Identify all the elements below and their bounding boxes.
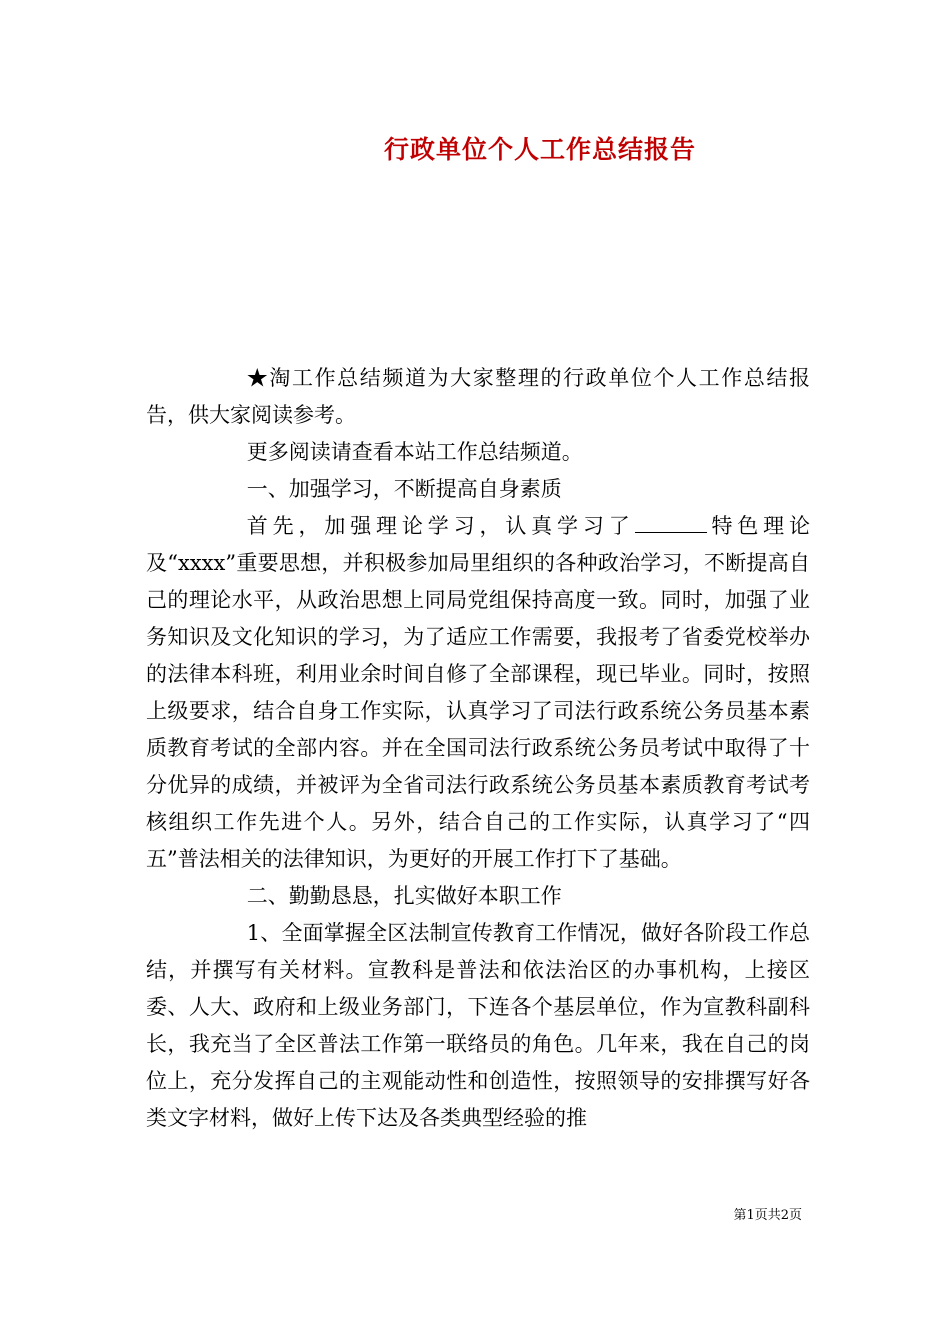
document-title: 行政单位个人工作总结报告 [383, 135, 696, 164]
section-heading-2: 二、勤勤恳恳，扎实做好本职工作 [246, 884, 562, 908]
more-reading-paragraph: 更多阅读请查看本站工作总结频道。 [246, 440, 583, 464]
blank-underline [635, 514, 707, 533]
section-1-text-rest: 特色理论及“xxxx”重要思想，并积极参加局里组织的各种政治学习，不断提高自己的理论水平，从政治思想上同局党组保持高度一致。同时，加强了业务知识及文化知识的学习，为了适应工作需要，我报考了省委党校举办的法律本科班，利用业余时间自修了全部课程，现已毕业。同时，按照上级要求，结合自身工作实际，认真学习了司法行政系统公务员基本素质教育考试的全部内容。并在全国司法行政系统公务员考试中取得了十分优异的成绩，并被评为全省司法行政系统公务员基本素质教育考试考核组织工作先进个人。另外，结合自己的工作实际，认真学习了“四五”普法相关的法律知识，为更好的开展工作打下了基础。 [146, 514, 811, 871]
section-1-text-start: 首先，加强理论学习，认真学习了 [246, 514, 635, 538]
section-1-paragraph [146, 508, 810, 878]
section-heading-1: 一、加强学习，不断提高自身素质 [246, 477, 562, 501]
section-2-paragraph: 1、全面掌握全区法制宣传教育工作情况，做好各阶段工作总结，并撰写有关材料。宣教科是普法和依法治区的办事机构，上接区委、人大、政府和上级业务部门，下连各个基层单位，作为宣教科副科长，我充当了全区普法工作第一联络员的角色。几年来，我在自己的岗位上，充分发挥自己的主观能动性和创造性，按照领导的安排撰写好各类文字材料，做好上传下达及各类典型经验的推 [146, 921, 810, 1130]
page-number: 第1页共2页 [733, 1208, 802, 1223]
intro-paragraph: ★淘工作总结频道为大家整理的行政单位个人工作总结报告，供大家阅读参考。 [146, 366, 810, 427]
document-body [146, 360, 810, 1137]
